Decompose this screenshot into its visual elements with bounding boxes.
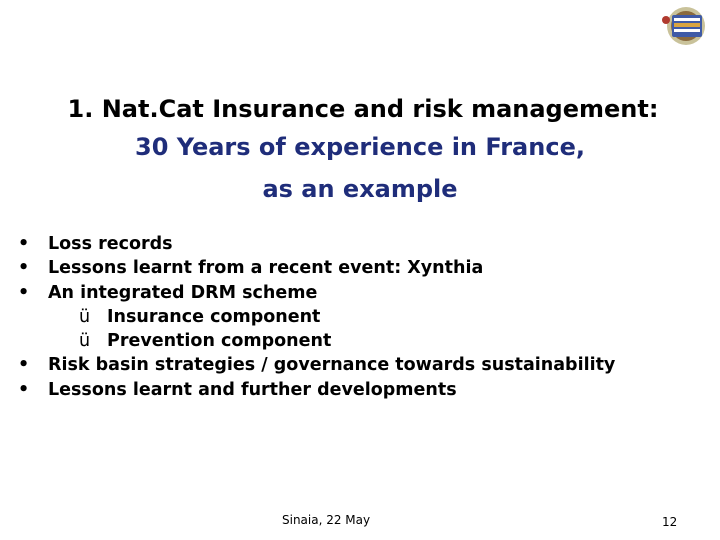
bullet-icon: •	[18, 379, 30, 400]
sub-bullet-text: Insurance component	[107, 306, 321, 327]
list-item	[18, 256, 718, 280]
check-icon: ü	[79, 331, 91, 352]
bullet-text: An integrated DRM scheme	[48, 282, 318, 303]
bullet-text: Lessons learnt from a recent event: Xynthia	[48, 258, 484, 279]
bullet-icon: •	[18, 234, 30, 254]
bullet-icon: •	[18, 282, 30, 303]
page-number: 12	[662, 515, 678, 529]
sub-list-item	[18, 305, 718, 329]
bullet-text: Loss records	[48, 234, 173, 254]
conference-logo-icon	[648, 6, 714, 46]
list-item	[18, 353, 718, 377]
bullet-text: Lessons learnt and further developments	[48, 379, 457, 400]
bullet-list	[18, 232, 718, 402]
sub-list-item	[18, 329, 718, 353]
sub-bullet-text: Prevention component	[107, 331, 332, 352]
title-line-3: as an example	[262, 175, 458, 203]
slide-title	[0, 92, 720, 210]
check-icon: ü	[79, 306, 91, 327]
bullet-text: Risk basin strategies / governance towards sustainability	[48, 355, 616, 376]
list-item	[18, 281, 718, 305]
title-line-1: 1. Nat.Cat Insurance and risk management:	[67, 95, 659, 123]
list-item	[18, 378, 718, 402]
title-line-2: 30 Years of experience in France,	[135, 133, 585, 161]
bullet-icon: •	[18, 258, 30, 279]
bullet-icon: •	[18, 355, 30, 376]
footer-place-date: Sinaia, 22 May	[282, 513, 371, 527]
list-item	[18, 232, 718, 256]
